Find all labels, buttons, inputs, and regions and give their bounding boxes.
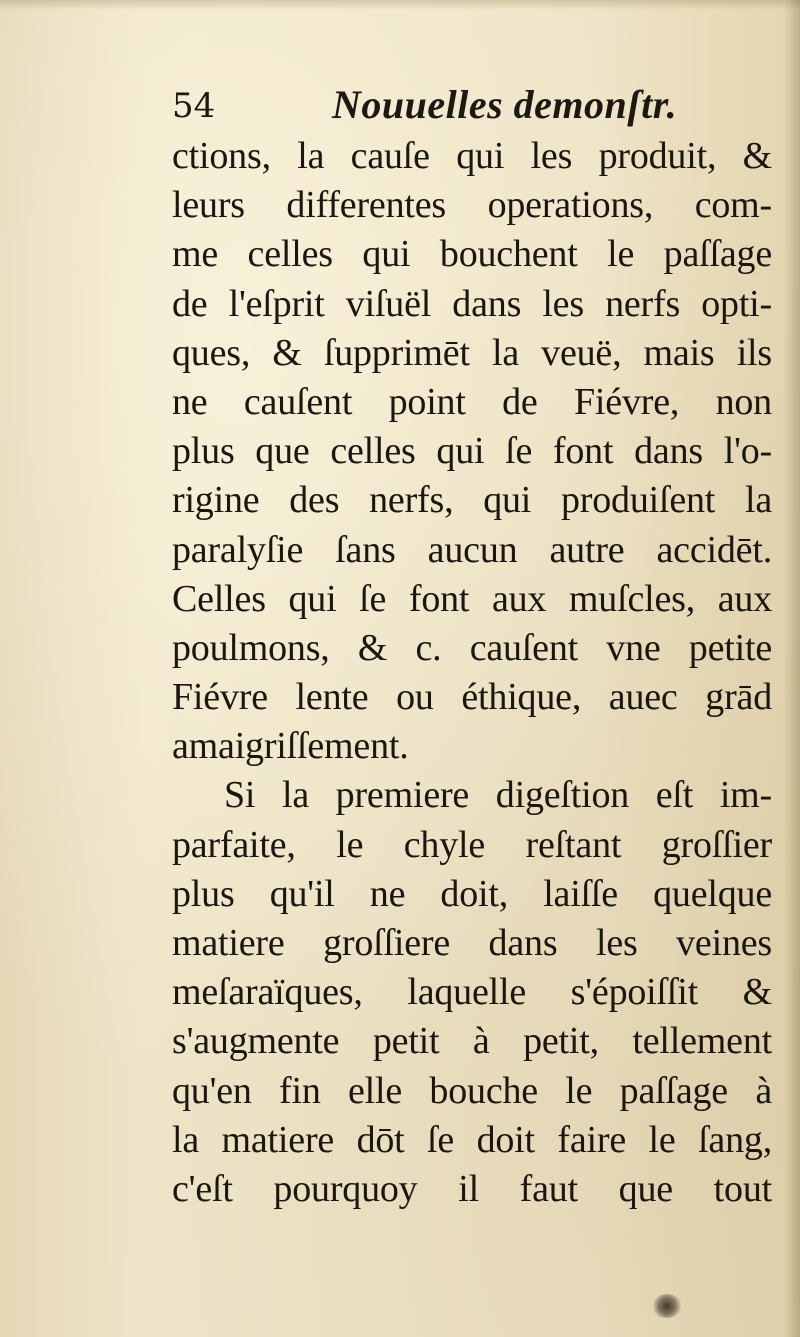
text-line: parfaite, le chyle reſtant groſſier bbox=[172, 823, 772, 866]
text-line: poulmons, & c. cauſent vne petite bbox=[172, 626, 772, 669]
text-line: me celles qui bouchent le paſſage bbox=[172, 233, 772, 276]
text-line: meſaraïques, laquelle s'époiſſit & bbox=[172, 971, 772, 1014]
page-gutter-shadow bbox=[784, 0, 800, 1337]
body-text bbox=[172, 132, 772, 1214]
text-line: Si la premiere digeſtion eſt im- bbox=[224, 774, 772, 817]
running-head: Nouuelles demonſtr. bbox=[332, 82, 678, 127]
text-line: qu'en fin elle bouche le paſſage à bbox=[172, 1069, 772, 1112]
text-line: rigine des nerfs, qui produiſent la bbox=[172, 479, 772, 522]
text-line: plus que celles qui ſe font dans l'o- bbox=[172, 430, 772, 473]
text-line: Celles qui ſe font aux muſcles, aux bbox=[172, 577, 772, 620]
text-line: ctions, la cauſe qui les produit, & bbox=[172, 135, 772, 177]
text-line: Fiévre lente ou éthique, auec grād bbox=[172, 676, 772, 719]
text-line: la matiere dōt ſe doit faire le ſang, bbox=[172, 1118, 772, 1161]
text-line: paralyſie ſans aucun autre accidēt. bbox=[172, 528, 772, 571]
text-line: plus qu'il ne doit, laiſſe quelque bbox=[172, 872, 772, 915]
text-line: ne cauſent point de Fiévre, non bbox=[172, 380, 772, 423]
page-top-shadow bbox=[0, 0, 800, 10]
text-line: matiere groſſiere dans les veines bbox=[172, 922, 772, 964]
ink-blot bbox=[652, 1294, 682, 1318]
page-header bbox=[172, 74, 772, 134]
text-line: c'eſt pourquoy il faut que tout bbox=[172, 1167, 772, 1210]
text-line: de l'eſprit viſuël dans les nerfs opti- bbox=[172, 282, 772, 325]
text-line: s'augmente petit à petit, tellement bbox=[172, 1020, 772, 1063]
text-line: amaigriſſement. bbox=[172, 725, 409, 768]
text-line: leurs differentes operations, com- bbox=[172, 184, 772, 227]
page-number: 54 bbox=[172, 86, 216, 126]
text-line: ques, & ſupprimēt la veuë, mais ils bbox=[172, 331, 772, 374]
